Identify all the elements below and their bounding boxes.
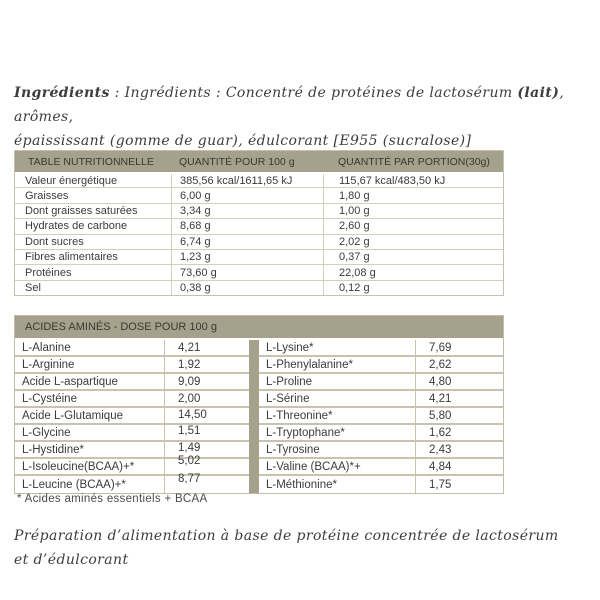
amino-acid-value [415, 340, 503, 355]
amino-acid-name: L-Méthionine* [266, 478, 337, 491]
amino-acid-value-text: 5,02 [178, 454, 201, 467]
value-per-portion: 1,80 g [323, 188, 503, 202]
amino-acid-value [415, 408, 503, 423]
amino-acid-name: Acide L-aspartique [22, 375, 118, 388]
amino-acid-value [164, 408, 249, 423]
amino-acid-value-text: 2,62 [429, 358, 452, 371]
amino-acid-name: L-Cystéine [22, 392, 77, 405]
value-per-100g: 385,56 kcal/1611,65 kJ [171, 174, 323, 187]
nutrition-row [15, 203, 503, 218]
amino-acid-row [259, 459, 503, 476]
amino-acid-value-text: 14,50 [178, 408, 207, 421]
nutrient-label: Fibres alimentaires [25, 251, 118, 264]
amino-acid-value-text: 1,49 [178, 441, 201, 454]
amino-acid-value-text: 4,21 [429, 392, 452, 405]
amino-acid-row [259, 340, 503, 357]
amino-acid-value-text: 1,92 [178, 358, 201, 371]
value-per-portion: 1,00 g [323, 204, 503, 218]
nutrient-label: Graisses [25, 189, 69, 202]
value-per-100g: 73,60 g [171, 265, 323, 279]
amino-acid-value-text: 4,84 [429, 460, 452, 473]
amino-acid-row [259, 476, 503, 493]
text-segment: , arômes, [14, 85, 565, 125]
nutrient-label: Hydrates de carbone [25, 220, 128, 233]
amino-acid-row [15, 425, 249, 442]
value-per-100g: 6,00 g [171, 188, 323, 202]
text-segment: et d’édulcorant [14, 552, 129, 568]
amino-acid-value [164, 391, 249, 406]
amino-acid-row [15, 454, 249, 476]
amino-acid-value [415, 476, 503, 493]
amino-acid-value-text: 4,80 [429, 375, 452, 388]
amino-footnote: * Acides aminés essentiels + BCAA [17, 493, 208, 505]
amino-acid-name: L-Proline [266, 375, 313, 388]
amino-table-header: ACIDES AMINÉS - DOSE POUR 100 g [15, 316, 503, 338]
nutrition-row [15, 280, 503, 295]
amino-acid-name: L-Hystidine* [22, 443, 84, 456]
amino-acid-row [259, 442, 503, 459]
amino-acid-name: L-Glycine [22, 426, 71, 439]
nutrition-row [15, 234, 503, 249]
value-per-100g: 1,23 g [171, 250, 323, 264]
amino-acid-value [415, 391, 503, 406]
value-per-100g: 6,74 g [171, 235, 323, 249]
amino-acid-value [164, 454, 249, 474]
amino-acid-value [415, 357, 503, 372]
amino-acid-row [15, 442, 249, 459]
amino-table-right-half [259, 340, 503, 493]
text-segment: épaississant (gomme de guar), édulcorant [E955 (sucralose)] [14, 133, 472, 149]
amino-table-divider [249, 340, 259, 493]
amino-acid-name: Acide L-Glutamique [22, 409, 123, 422]
amino-acid-value [164, 472, 249, 493]
nutrition-table-body [15, 172, 503, 295]
amino-acid-value [415, 374, 503, 389]
value-per-100g: 3,34 g [171, 204, 323, 218]
nutrient-label: Valeur énergétique [25, 174, 118, 187]
amino-acid-value [164, 425, 249, 440]
nutrition-table [14, 150, 504, 296]
amino-acid-value-text: 1,75 [429, 478, 452, 491]
nutrient-label: Protéines [25, 266, 72, 279]
amino-acid-row [15, 391, 249, 408]
value-per-portion: 115,67 kcal/483,50 kJ [323, 174, 503, 187]
amino-acid-row [259, 408, 503, 425]
text-segment: (lait) [517, 85, 560, 101]
amino-acids-table [14, 315, 504, 494]
amino-acid-value-text: 4,21 [178, 341, 201, 354]
nutrition-header-title: TABLE NUTRITIONNELLE [28, 155, 154, 168]
value-per-portion: 2,60 g [323, 219, 503, 233]
amino-acid-value-text: 8,77 [178, 472, 201, 485]
nutrition-row [15, 218, 503, 233]
amino-acid-name: L-Arginine [22, 358, 75, 371]
amino-acid-name: L-Phenylalanine* [266, 358, 353, 371]
value-per-portion: 0,37 g [323, 250, 503, 264]
amino-acid-value-text: 2,00 [178, 392, 201, 405]
nutrition-table-header [15, 151, 503, 172]
amino-acid-name: L-Tyrosine [266, 443, 320, 456]
amino-acid-name: L-Tryptophane* [266, 426, 345, 439]
text-segment: Préparation d’alimentation à base de protéine concentrée de lactosérum [14, 528, 559, 544]
amino-table-left-half [15, 340, 249, 493]
amino-acid-value [164, 357, 249, 372]
nutrient-label: Dont graisses saturées [25, 204, 138, 217]
nutrient-label: Sel [25, 281, 41, 294]
amino-acid-value-text: 1,51 [178, 424, 201, 437]
text-segment: : Ingrédients : Concentré de protéines de lactosérum [109, 85, 518, 101]
value-per-portion: 22,08 g [323, 265, 503, 279]
amino-acid-row [15, 357, 249, 374]
amino-acid-name: L-Valine (BCAA)*+ [266, 460, 361, 473]
amino-acid-value [415, 442, 503, 457]
amino-acid-row [259, 357, 503, 374]
amino-acid-value [164, 340, 249, 355]
amino-acid-name: L-Leucine (BCAA)+* [22, 478, 126, 491]
amino-acid-row [259, 425, 503, 442]
nutrition-row [15, 264, 503, 279]
nutrition-row [15, 187, 503, 202]
amino-acid-row [15, 472, 249, 493]
text-segment: Ingrédients [14, 85, 110, 101]
amino-acid-value-text: 2,43 [429, 443, 452, 456]
amino-acid-row [15, 374, 249, 391]
ingredients-text [14, 81, 586, 153]
amino-acid-name: L-Threonine* [266, 409, 333, 422]
nutrition-header-per-portion: QUANTITÉ PAR PORTION(30g) [338, 155, 490, 168]
amino-acid-name: L-Lysine* [266, 341, 314, 354]
preparation-text [14, 524, 586, 572]
value-per-portion: 2,02 g [323, 235, 503, 249]
nutrition-row [15, 249, 503, 264]
value-per-100g: 0,38 g [171, 281, 323, 295]
amino-acid-value [415, 459, 503, 474]
nutrient-label: Dont sucres [25, 235, 84, 248]
amino-acid-row [15, 340, 249, 357]
amino-acid-value [164, 374, 249, 389]
amino-acid-value-text: 9,09 [178, 375, 201, 388]
amino-acid-value-text: 5,80 [429, 409, 452, 422]
amino-acid-value [164, 442, 249, 457]
amino-acid-name: L-Alanine [22, 341, 71, 354]
amino-acid-name: L-Isoleucine(BCAA)+* [22, 460, 135, 473]
nutrition-row [15, 172, 503, 187]
amino-acid-row [259, 391, 503, 408]
value-per-100g: 8,68 g [171, 219, 323, 233]
value-per-portion: 0,12 g [323, 281, 503, 295]
amino-table-body [15, 338, 503, 493]
amino-acid-value-text: 1,62 [429, 426, 452, 439]
amino-acid-value-text: 7,69 [429, 341, 452, 354]
amino-acid-value [415, 425, 503, 440]
amino-acid-name: L-Sérine [266, 392, 310, 405]
nutrition-header-per-100g: QUANTITÉ POUR 100 g [179, 155, 295, 168]
amino-acid-row [15, 408, 249, 425]
amino-acid-row [259, 374, 503, 391]
